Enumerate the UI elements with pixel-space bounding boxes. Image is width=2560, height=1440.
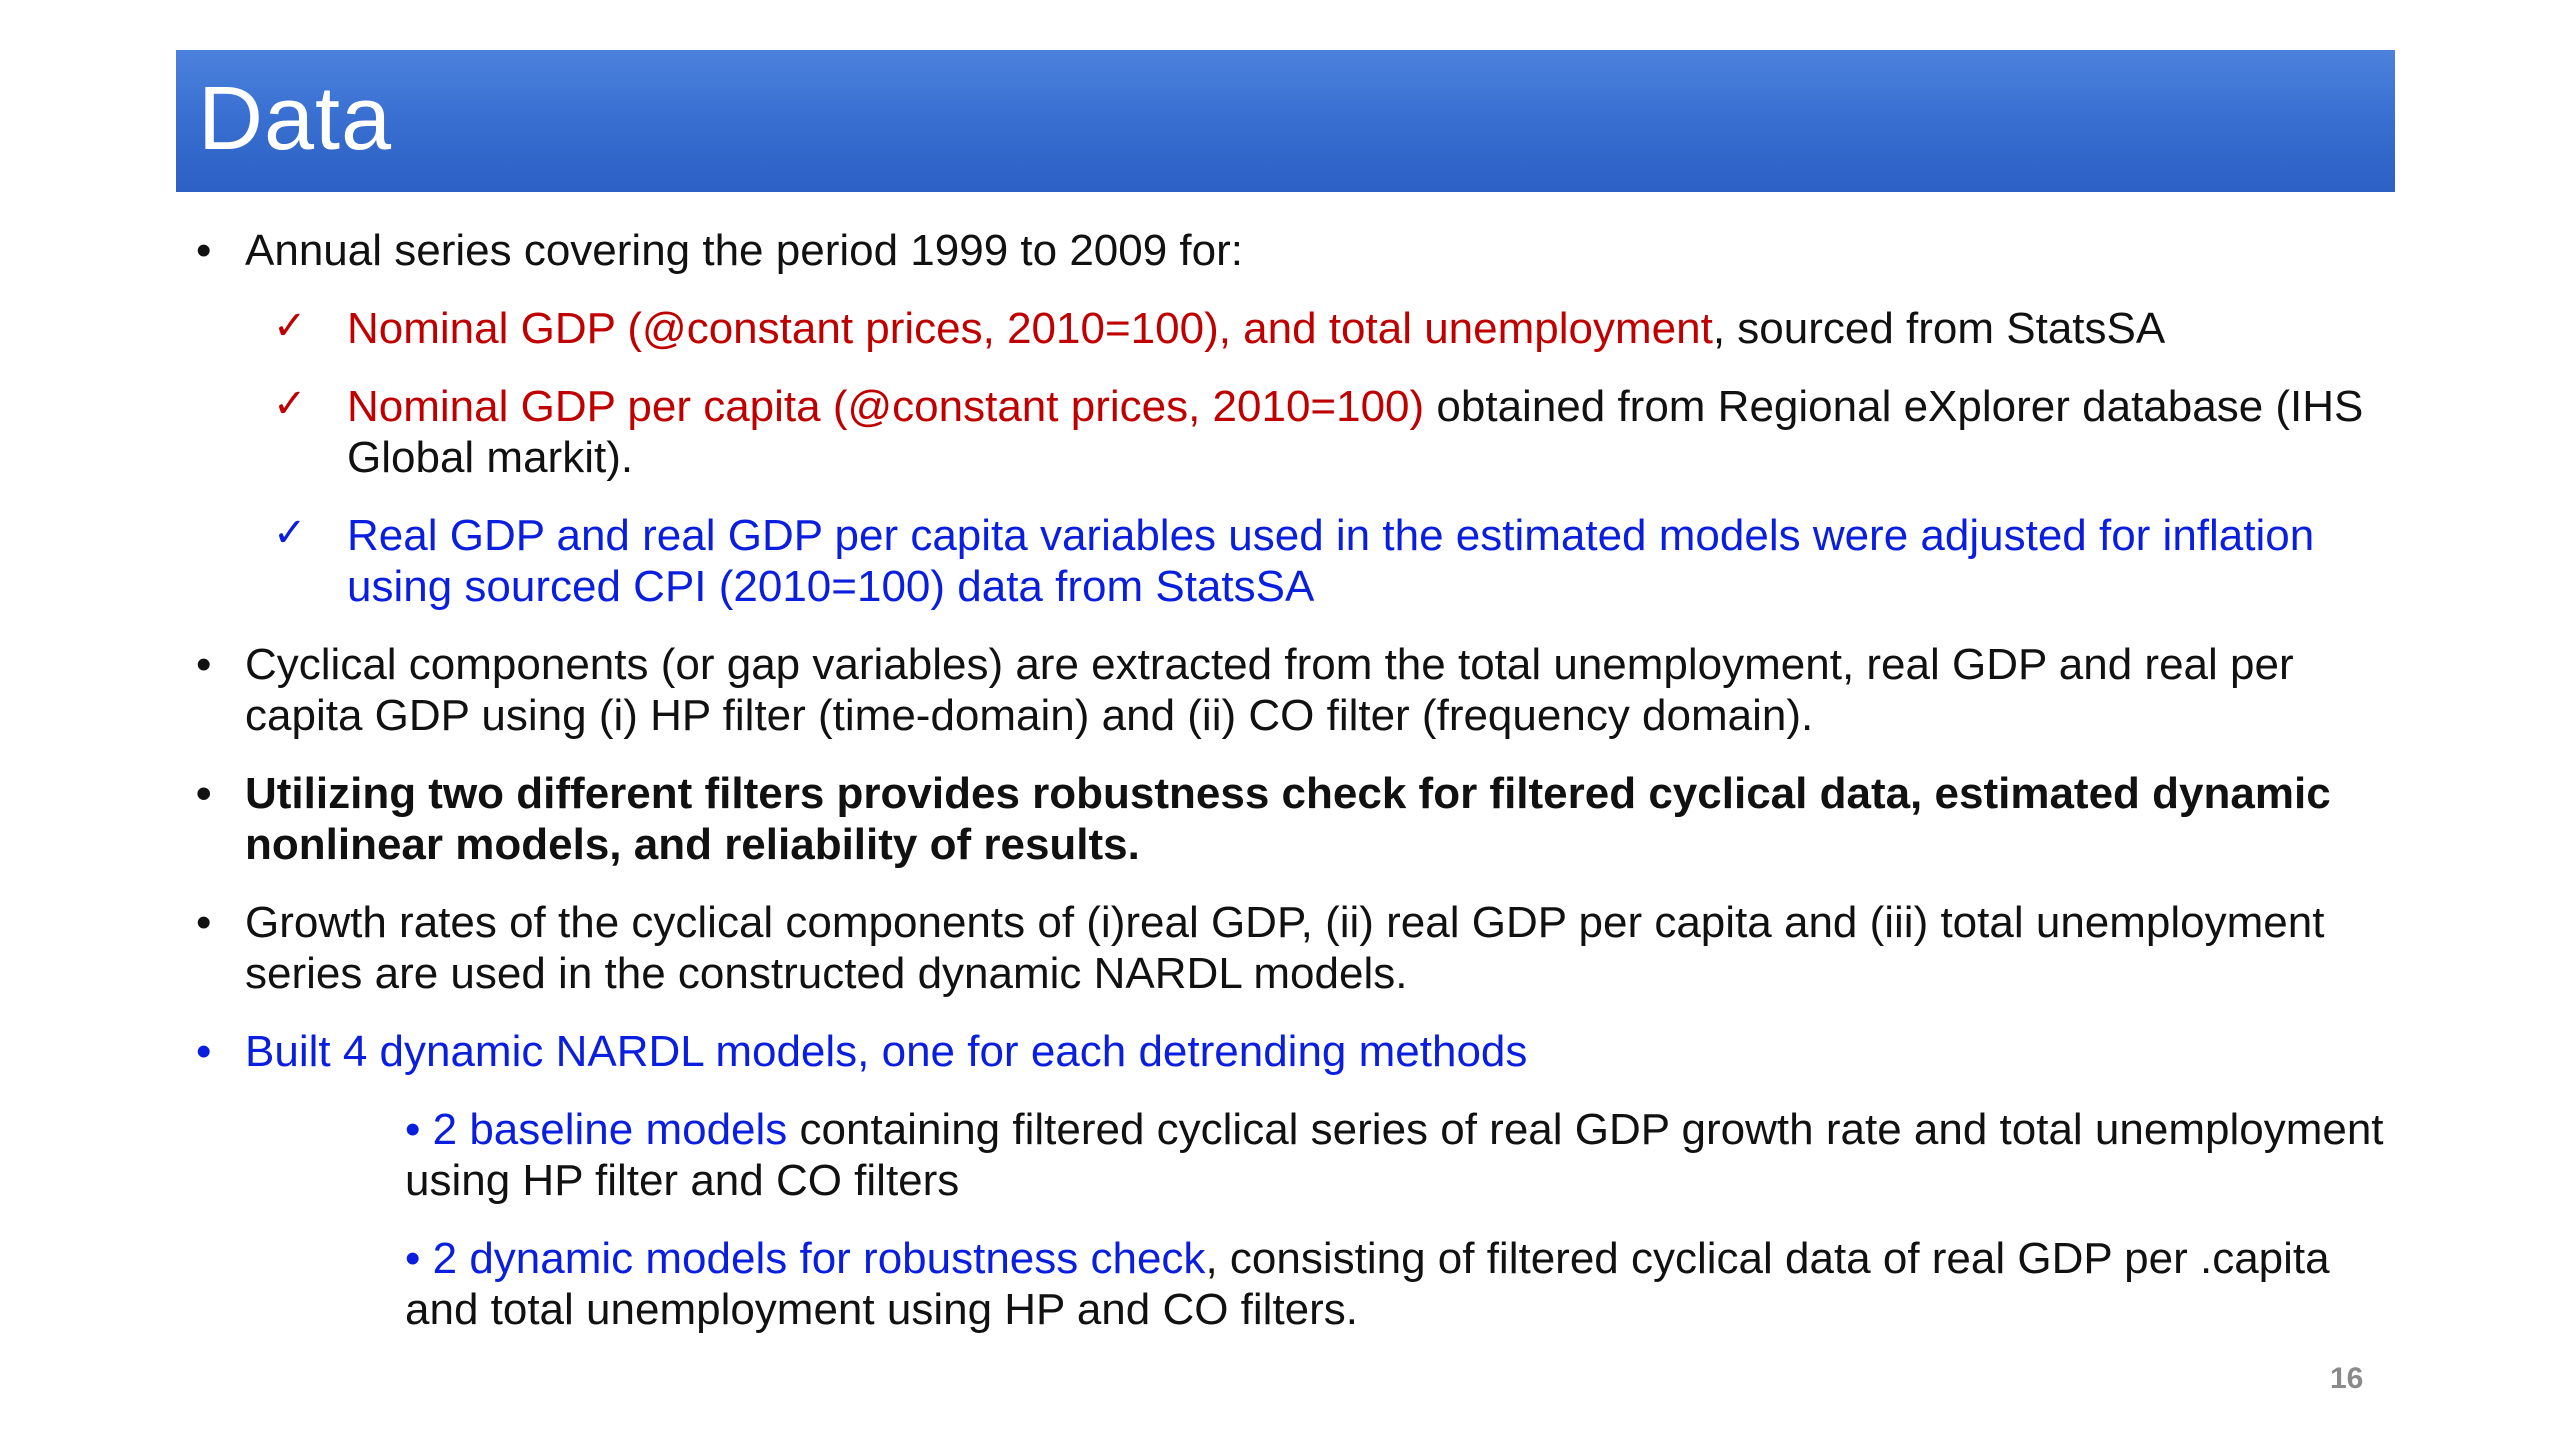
- subitem-highlight: Real GDP and real GDP per capita variables used in the estimated models were adjusted for inflation using sourced CPI (2010=100) data from StatsSA: [347, 511, 2315, 611]
- bullet-growth-rates: [190, 897, 2390, 999]
- slide-title: Data: [198, 69, 393, 169]
- subitem-baseline-models: [190, 1104, 2390, 1206]
- title-bar: [176, 50, 2395, 192]
- checkmark-icon: ✓: [273, 511, 307, 555]
- subitem-text: obtained from Regional eXplorer database (IHS Global markit).: [347, 382, 2364, 482]
- bullet-nardl-models: [190, 1026, 2390, 1077]
- subitem-highlight: Nominal GDP per capita (@constant prices, 2010=100): [347, 382, 1425, 431]
- subitem-text: , consisting of filtered cyclical data of real GDP per .capita and total unemployment using HP and CO filters.: [405, 1234, 2330, 1334]
- checkmark-icon: ✓: [273, 304, 307, 348]
- subitem-text: containing filtered cyclical series of real GDP growth rate and total unemployment using HP filter and CO filters: [405, 1105, 2384, 1205]
- subitem-nominal-gdp: [190, 303, 2390, 354]
- bullet-text: Utilizing two different filters provides robustness check for filtered cyclical data, estimated dynamic nonlinear models, and reliability of results.: [245, 769, 2331, 869]
- bullet-cyclical-components: [190, 639, 2390, 741]
- subitem-nominal-gdp-per-capita: [190, 381, 2390, 483]
- bullet-marker: •: [196, 769, 212, 818]
- bullet-marker: •: [196, 898, 212, 947]
- checkmark-icon: ✓: [273, 382, 307, 426]
- bullet-marker: •: [196, 226, 212, 275]
- subitem-highlight: Nominal GDP (@constant prices, 2010=100), and total unemployment: [347, 304, 1713, 353]
- slide-content: [190, 225, 2390, 1362]
- bullet-text: Growth rates of the cyclical components of (i)real GDP, (ii) real GDP per capita and (iii) total unemployment series are used in the constructed dynamic NARDL models.: [245, 898, 2325, 998]
- bullet-text: Built 4 dynamic NARDL models, one for each detrending methods: [245, 1027, 1528, 1076]
- subitem-highlight: 2 baseline models: [432, 1105, 788, 1154]
- bullet-marker: •: [196, 640, 212, 689]
- bullet-marker: •: [405, 1105, 421, 1154]
- bullet-annual-series: [190, 225, 2390, 276]
- bullet-two-filters: [190, 768, 2390, 870]
- bullet-marker: •: [196, 1027, 212, 1076]
- bullet-marker: •: [405, 1234, 421, 1283]
- subitem-robustness-models: [190, 1233, 2390, 1335]
- subitem-real-gdp: [190, 510, 2390, 612]
- subitem-highlight: 2 dynamic models for robustness check: [432, 1234, 1206, 1283]
- page-number: 16: [2330, 1362, 2364, 1395]
- subitem-text: , sourced from StatsSA: [1712, 304, 2166, 353]
- bullet-text: Cyclical components (or gap variables) are extracted from the total unemployment, real GDP and real per capita GDP using (i) HP filter (time-domain) and (ii) CO filter (frequency domain).: [245, 640, 2294, 740]
- bullet-text: Annual series covering the period 1999 to 2009 for:: [245, 226, 1243, 275]
